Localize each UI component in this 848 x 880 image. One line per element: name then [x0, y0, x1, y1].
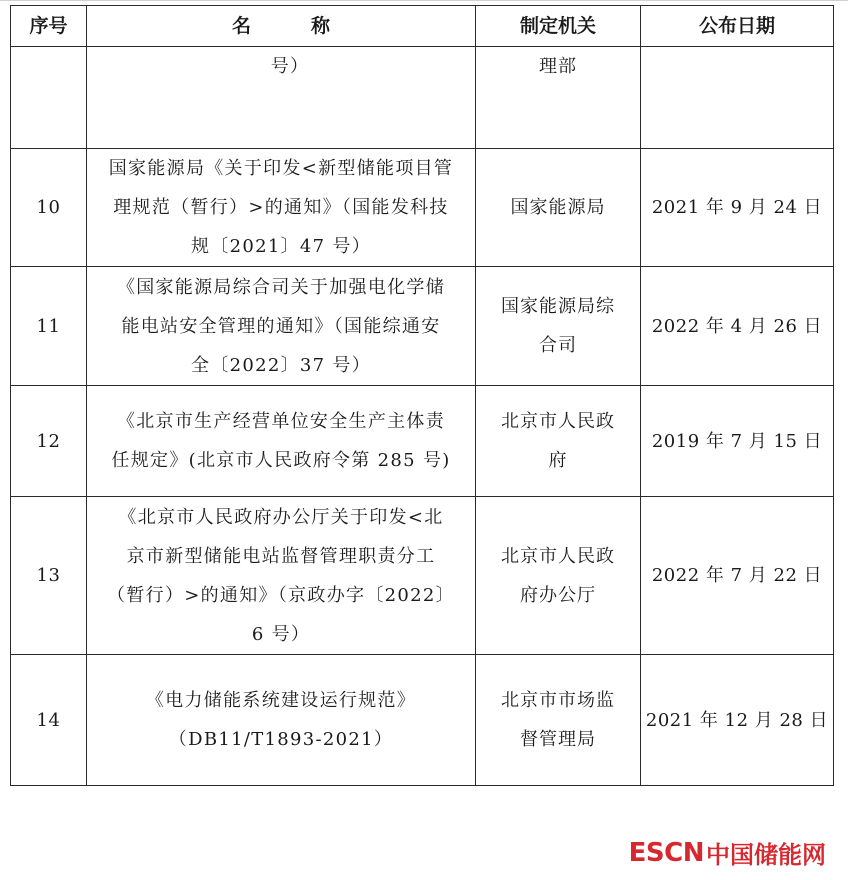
header-name-char-2: 称 [311, 15, 331, 37]
org-line: 北京市市场监 [501, 690, 615, 711]
cell-document-name [87, 149, 476, 267]
cell-serial-number: 13 [11, 497, 87, 655]
org-line: 理部 [539, 56, 577, 77]
regulations-table [10, 5, 834, 786]
table-row [11, 386, 834, 497]
name-line: 全〔2022〕37 号） [190, 354, 372, 376]
cell-issuing-authority [476, 47, 641, 149]
name-line: 京市新型储能电站监督管理职责分工 [126, 545, 436, 567]
cell-document-name [87, 655, 476, 786]
cell-document-name [87, 497, 476, 655]
table-row [11, 149, 834, 267]
cell-document-name [87, 267, 476, 386]
cell-issuing-authority [476, 149, 641, 267]
cell-publish-date: 2021 年 9 月 24 日 [641, 149, 834, 267]
org-line: 府 [548, 450, 568, 471]
table-row [11, 267, 834, 386]
header-serial-number: 序号 [11, 6, 87, 47]
cell-issuing-authority [476, 267, 641, 386]
name-line: 《国家能源局综合司关于加强电化学储 [116, 276, 446, 298]
org-line: 北京市人民政 [501, 545, 615, 567]
org-line: 国家能源局综 [501, 296, 615, 317]
header-publish-date: 公布日期 [641, 6, 834, 47]
cell-publish-date: 2021 年 12 月 28 日 [641, 655, 834, 786]
escn-watermark-logo [629, 835, 826, 870]
name-line: 国家能源局《关于印发<新型储能项目管 [108, 158, 454, 179]
cell-publish-date: 2022 年 4 月 26 日 [641, 267, 834, 386]
cell-document-name [87, 386, 476, 497]
cell-publish-date: 2019 年 7 月 15 日 [641, 386, 834, 497]
cell-issuing-authority [476, 655, 641, 786]
cell-serial-number: 14 [11, 655, 87, 786]
header-issuing-authority: 制定机关 [476, 6, 641, 47]
table-row [11, 47, 834, 149]
name-line: 号） [270, 56, 310, 77]
org-line: 合司 [539, 335, 577, 356]
org-line: 府办公厅 [520, 584, 596, 606]
header-name-char-1: 名 [231, 15, 251, 37]
cell-serial-number: 12 [11, 386, 87, 497]
name-line: （DB11/T1893-2021） [168, 729, 394, 750]
table-row [11, 497, 834, 655]
cell-serial-number [11, 47, 87, 149]
name-line: 任规定》(北京市人民政府令第 285 号) [111, 450, 451, 471]
cell-publish-date: 2022 年 7 月 22 日 [641, 497, 834, 655]
cell-serial-number: 11 [11, 267, 87, 386]
name-line: 规〔2021〕47 号） [190, 236, 372, 257]
org-line: 国家能源局 [510, 197, 606, 218]
page-top-rule [0, 0, 848, 1]
org-line: 北京市人民政 [501, 411, 615, 432]
header-name [87, 6, 476, 47]
watermark-chinese: 中国储能网 [706, 841, 826, 869]
cell-issuing-authority [476, 497, 641, 655]
table-header-row [11, 6, 834, 47]
name-line: 《北京市人民政府办公厅关于印发<北 [118, 506, 444, 528]
name-line: 能电站安全管理的通知》（国能综通安 [121, 315, 441, 337]
org-line: 督管理局 [520, 729, 596, 750]
cell-serial-number: 10 [11, 149, 87, 267]
cell-publish-date [641, 47, 834, 149]
name-line: 理规范（暂行）>的通知》（国能发科技 [113, 197, 449, 218]
name-line: 《北京市生产经营单位安全生产主体责 [116, 411, 446, 432]
watermark-latin: ESCN [628, 837, 704, 868]
name-line: （暂行）>的通知》（京政办字〔2022〕 [107, 584, 455, 606]
cell-issuing-authority [476, 386, 641, 497]
table-row [11, 655, 834, 786]
cell-document-name [87, 47, 476, 149]
name-line: 《电力储能系统建设运行规范》 [145, 690, 417, 711]
name-line: 6 号） [251, 623, 311, 645]
